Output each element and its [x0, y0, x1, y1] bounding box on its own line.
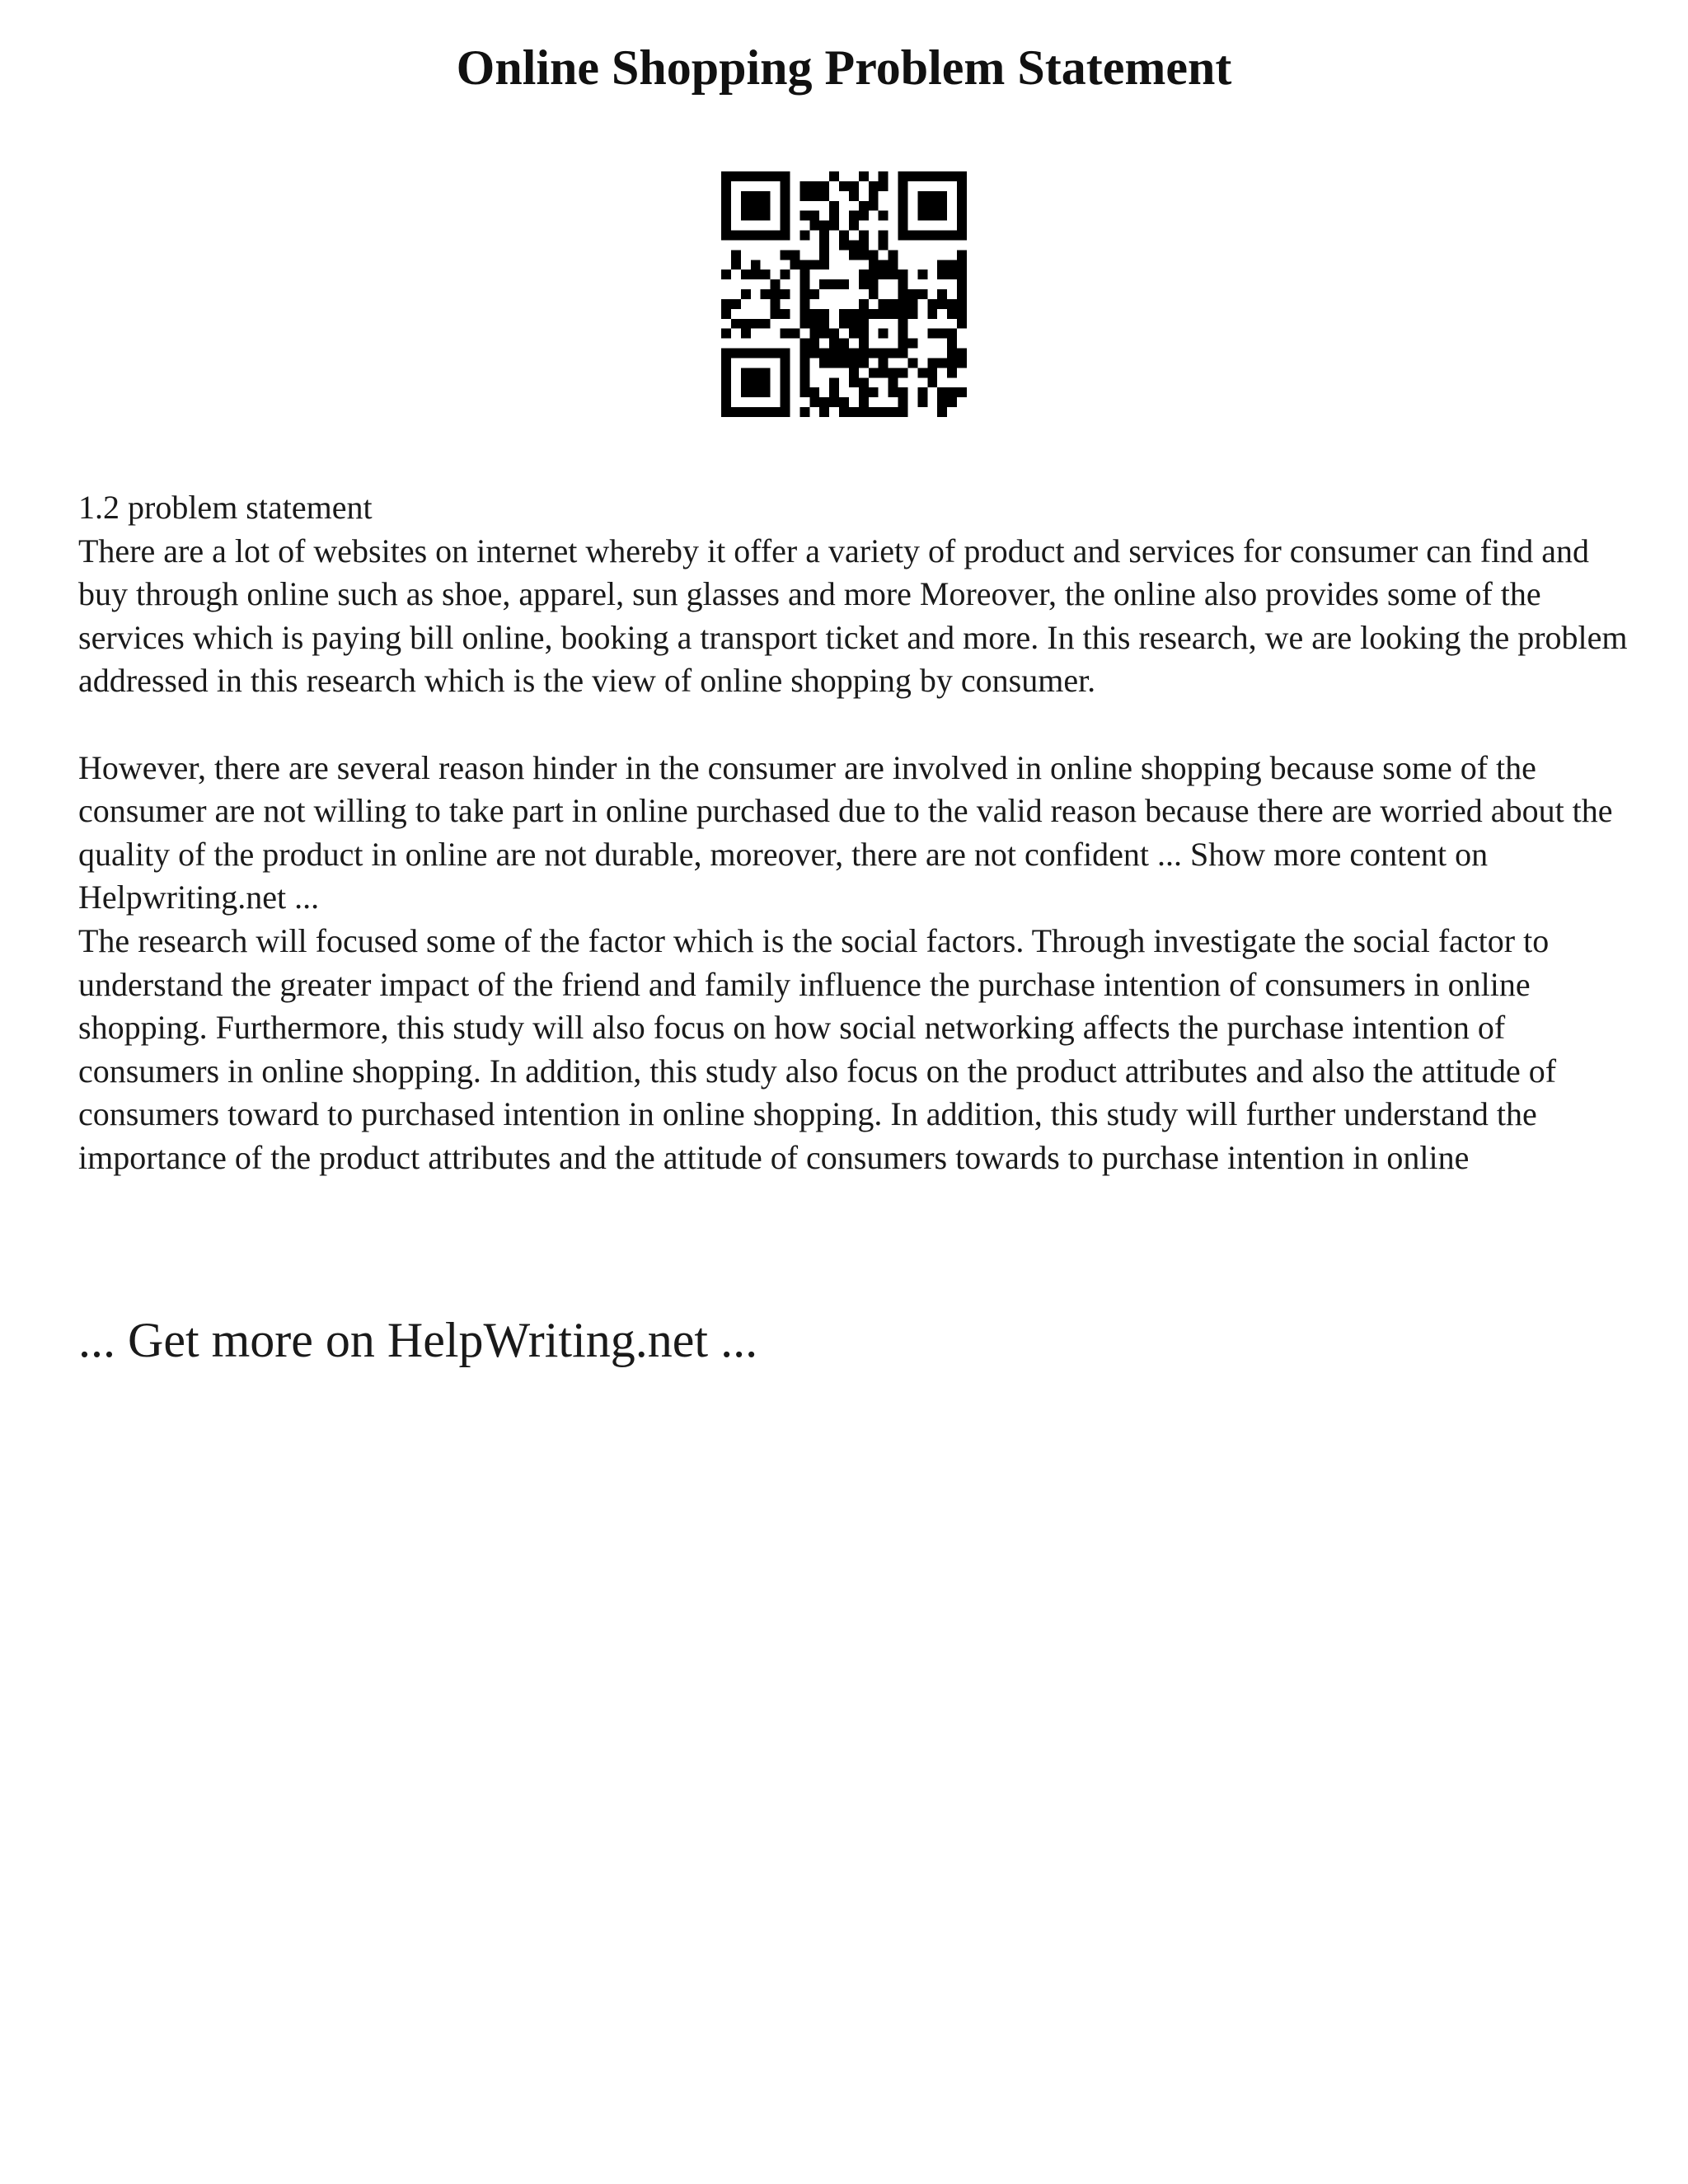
page-title: Online Shopping Problem Statement	[456, 40, 1232, 95]
section-heading: 1.2 problem statement	[78, 489, 373, 526]
qr-code-icon	[721, 171, 967, 417]
paragraph-intro: There are a lot of websites on internet whereby it offer a variety of product and services for consumer can find and buy through online such as shoe, apparel, sun glasses and more Moreover, the online also provides some of the services which is paying bill online, booking a transport ticket and more. In this research, we are looking the problem addressed in this research which is the view of online shopping by consumer.	[78, 532, 1628, 700]
get-more-link[interactable]: ... Get more on HelpWriting.net ...	[78, 1313, 758, 1367]
paragraph-barriers: However, there are several reason hinder in the consumer are involved in online shopping because some of the consumer are not willing to take part in online purchased due to the valid reason because there are worried about the quality of the product in online are not durable, moreover, there are not confident ... Show more content on Helpwriting.net ...	[78, 748, 1613, 916]
paragraph-gap	[78, 703, 1628, 747]
document-body	[78, 486, 1628, 1180]
paragraph-research-focus: The research will focused some of the factor which is the social factors. Through investigate the social factor to understand the greater impact of the friend and family influence the purchase intention of consumers in online shopping. Furthermore, this study will also focus on how social networking affects the purchase intention of consumers in online shopping. In addition, this study also focus on the product attributes and also the attitude of consumers toward to purchased intention in online shopping. In addition, this study will further understand the importance of the product attributes and the attitude of consumers towards to purchase intention in online	[78, 921, 1557, 1176]
